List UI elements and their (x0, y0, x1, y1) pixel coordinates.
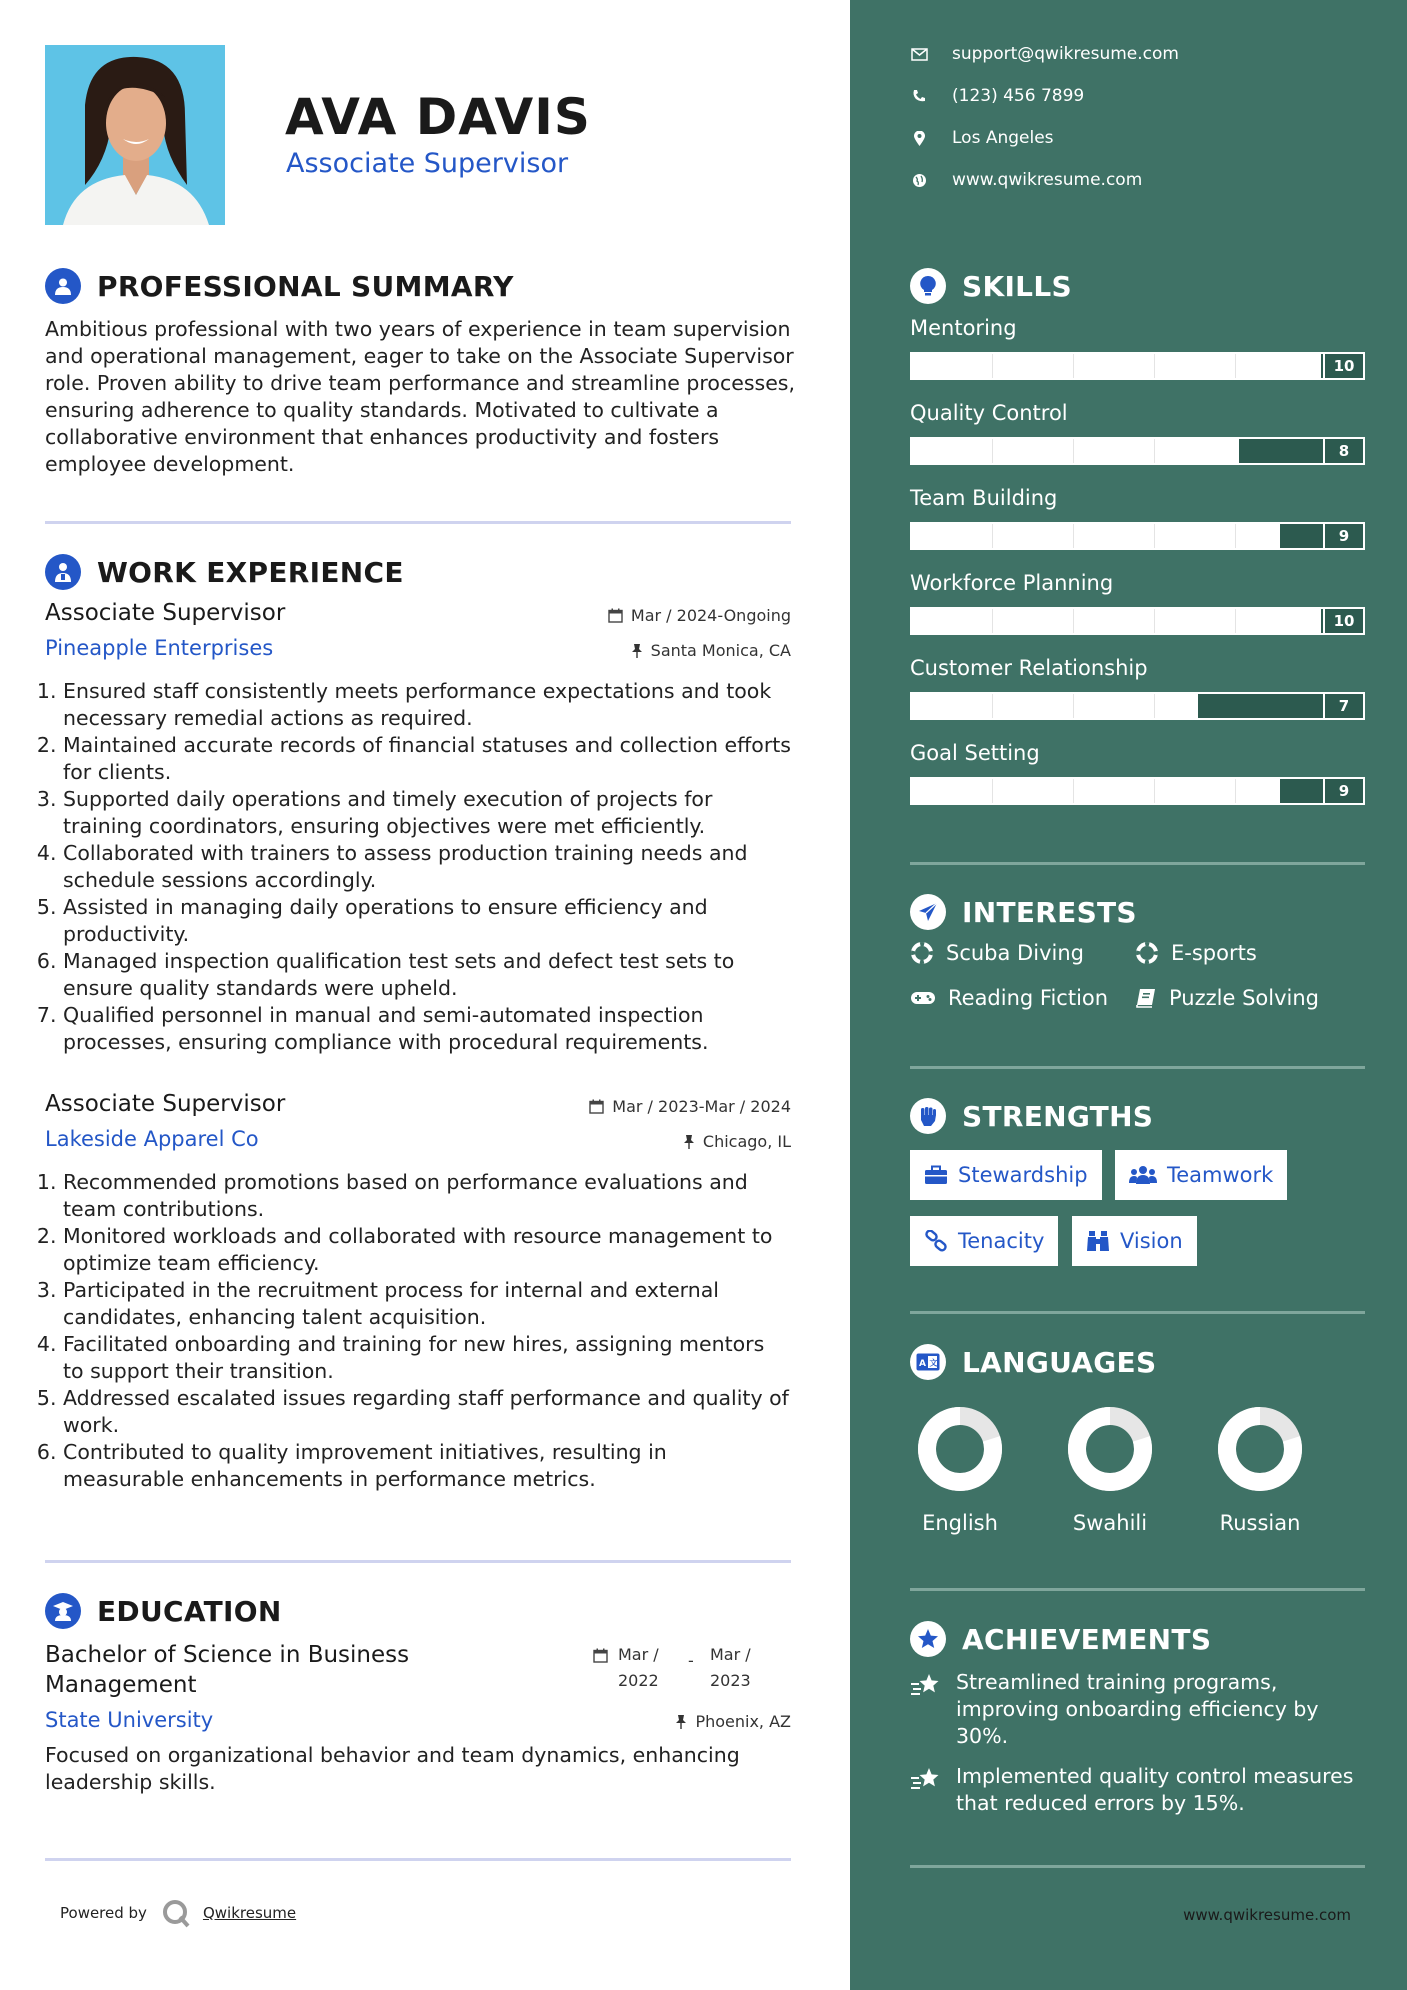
skill-bar (910, 352, 1365, 380)
skill-score: 7 (1323, 694, 1363, 718)
languages-heading: A 文 LANGUAGES (910, 1344, 1156, 1380)
manager-icon (45, 554, 81, 590)
list-item: 5. Assisted in managing daily operations to ensure efficiency and productivity. (63, 894, 791, 948)
phone-icon (910, 89, 928, 103)
summary-heading: PROFESSIONAL SUMMARY (45, 268, 514, 304)
contact-phone[interactable]: (123) 456 7899 (910, 86, 1084, 106)
graduate-icon (45, 1593, 81, 1629)
calendar-icon (589, 1099, 604, 1114)
achievement-item: Streamlined training programs, improving onboarding efficiency by 30%. (910, 1669, 1365, 1750)
candidate-name: AVA DAVIS (285, 88, 591, 146)
list-item: 6. Contributed to quality improvement initiatives, resulting in measurable enhancements in performance metrics. (63, 1439, 791, 1493)
list-item: 3. Participated in the recruitment process for internal and external candidates, enhancing talent acquisition. (63, 1277, 791, 1331)
fist-icon (910, 1098, 946, 1134)
skill-bar (910, 437, 1365, 465)
skill-name: Team Building (910, 486, 1058, 510)
strength-badge: Tenacity (910, 1216, 1058, 1266)
skill-item (910, 656, 1365, 720)
skill-fill (912, 524, 1280, 548)
qwikresume-logo-icon (161, 1898, 191, 1928)
list-item: 1. Ensured staff consistently meets performance expectations and took necessary remedial actions as required. (63, 678, 791, 732)
skill-item (910, 316, 1365, 380)
language-level-ring (1216, 1405, 1304, 1493)
footer-powered-by: Powered by Qwikresume (60, 1898, 296, 1928)
calendar-icon (608, 608, 623, 623)
education-entry (45, 1640, 791, 1796)
education-dates: Mar / 2022 - Mar / 2023 (593, 1642, 780, 1694)
job-location: Chicago, IL (683, 1132, 791, 1151)
skill-item (910, 571, 1365, 635)
job-company: Lakeside Apparel Co (45, 1127, 259, 1151)
section-divider (45, 1858, 791, 1861)
svg-text:文: 文 (929, 1358, 938, 1368)
strengths-heading: STRENGTHS (910, 1098, 1153, 1134)
shooting-star-icon (910, 1767, 946, 1817)
section-divider (45, 1560, 791, 1563)
strength-badge: Teamwork (1115, 1150, 1287, 1200)
skills-heading: SKILLS (910, 268, 1072, 304)
skill-score: 9 (1323, 779, 1363, 803)
skill-bar (910, 692, 1365, 720)
paper-plane-icon (910, 894, 946, 930)
education-heading: EDUCATION (45, 1593, 282, 1629)
education-description: Focused on organizational behavior and team dynamics, enhancing leadership skills. (45, 1743, 740, 1794)
education-location: Phoenix, AZ (675, 1712, 791, 1731)
list-item: 6. Managed inspection qualification test sets and defect test sets to ensure quality standards were upheld. (63, 948, 791, 1002)
lifebuoy-icon (1135, 941, 1159, 965)
skill-name: Quality Control (910, 401, 1068, 425)
qwikresume-link[interactable]: Qwikresume (202, 1904, 297, 1922)
school-name: State University (45, 1708, 214, 1732)
skill-name: Mentoring (910, 316, 1017, 340)
degree-name: Bachelor of Science in Business Management (45, 1642, 410, 1698)
job-date: Mar / 2024-Ongoing (608, 606, 791, 625)
skill-fill (912, 354, 1321, 378)
shooting-star-icon (910, 1673, 946, 1750)
interest-item: Scuba Diving (910, 941, 1084, 965)
pin-icon (631, 643, 643, 658)
job-location: Santa Monica, CA (631, 641, 791, 660)
envelope-icon (910, 48, 928, 61)
skill-name: Customer Relationship (910, 656, 1148, 680)
pin-icon (675, 1714, 687, 1729)
section-divider (910, 862, 1365, 865)
achievements-heading: ACHIEVEMENTS (910, 1621, 1211, 1657)
job-role: Associate Supervisor (45, 1091, 286, 1117)
section-divider (910, 1066, 1365, 1069)
job-duties (45, 1169, 791, 1493)
language-name: Russian (1219, 1511, 1301, 1535)
language-level-ring (1066, 1405, 1154, 1493)
skill-score: 9 (1323, 524, 1363, 548)
job-duties (45, 678, 791, 1056)
book-icon (1135, 987, 1157, 1009)
interests-heading: INTERESTS (910, 894, 1137, 930)
language-name: Swahili (1072, 1511, 1148, 1535)
translate-icon (910, 1344, 946, 1380)
skill-fill (912, 779, 1280, 803)
svg-text:A: A (919, 1359, 926, 1369)
interest-item: E-sports (1135, 941, 1257, 965)
skill-name: Goal Setting (910, 741, 1040, 765)
sidebar (850, 0, 1407, 1990)
language-item (1200, 1405, 1320, 1535)
skill-fill (912, 694, 1198, 718)
section-divider (45, 521, 791, 524)
skill-item (910, 741, 1365, 805)
job-entry (45, 1091, 791, 1493)
list-item: 3. Supported daily operations and timely execution of projects for training coordinators, ensuring objectives were met efficiently. (63, 786, 791, 840)
calendar-icon (593, 1648, 608, 1694)
users-icon (1129, 1165, 1157, 1185)
job-role: Associate Supervisor (45, 600, 286, 626)
language-level-ring (916, 1405, 1004, 1493)
section-divider (910, 1311, 1365, 1314)
map-marker-icon (910, 131, 928, 146)
footer-website[interactable]: www.qwikresume.com (1183, 1906, 1351, 1924)
skill-item (910, 401, 1365, 465)
achievement-item: Implemented quality control measures that reduced errors by 15%. (910, 1763, 1365, 1817)
skill-score: 8 (1323, 439, 1363, 463)
list-item: 1. Recommended promotions based on performance evaluations and team contributions. (63, 1169, 791, 1223)
strength-badge: Vision (1072, 1216, 1197, 1266)
list-item: 2. Monitored workloads and collaborated with resource management to optimize team efficiency. (63, 1223, 791, 1277)
gamepad-icon (910, 989, 936, 1007)
briefcase-icon (924, 1165, 948, 1185)
user-icon (45, 268, 81, 304)
contact-location: Los Angeles (910, 128, 1054, 148)
language-item (1050, 1405, 1170, 1535)
interest-item: Puzzle Solving (1135, 986, 1319, 1010)
summary-text: Ambitious professional with two years of experience in team supervision and operational management, eager to take on the Associate Supervisor role. Proven ability to drive team performance and streamline processes, ensuring adherence to quality standards. Motivated to cultivate a collaborative environment that enhances productivity and fosters employee development. (45, 317, 796, 476)
list-item: 4. Facilitated onboarding and training for new hires, assigning mentors to support their transition. (63, 1331, 791, 1385)
list-item: 2. Maintained accurate records of financial statuses and collection efforts for clients. (63, 732, 791, 786)
skill-score: 10 (1323, 354, 1363, 378)
contact-email[interactable]: support@qwikresume.com (910, 44, 1179, 64)
experience-heading: WORK EXPERIENCE (45, 554, 404, 590)
skill-bar (910, 777, 1365, 805)
job-company: Pineapple Enterprises (45, 636, 274, 660)
job-entry (45, 600, 791, 1056)
profile-photo (45, 45, 225, 225)
list-item: 5. Addressed escalated issues regarding staff performance and quality of work. (63, 1385, 791, 1439)
skill-item (910, 486, 1365, 550)
skill-fill (912, 439, 1239, 463)
skill-bar (910, 607, 1365, 635)
section-divider (910, 1865, 1365, 1868)
star-icon (910, 1621, 946, 1657)
language-item (900, 1405, 1020, 1535)
list-item: 4. Collaborated with trainers to assess production training needs and schedule sessions accordingly. (63, 840, 791, 894)
skill-fill (912, 609, 1321, 633)
contact-website[interactable]: www.qwikresume.com (910, 170, 1142, 190)
lifebuoy-icon (910, 941, 934, 965)
skill-score: 10 (1323, 609, 1363, 633)
list-item: 7. Qualified personnel in manual and semi-automated inspection processes, ensuring compliance with procedural requirements. (63, 1002, 791, 1056)
language-name: English (922, 1511, 998, 1535)
pin-icon (683, 1134, 695, 1149)
binoculars-icon (1086, 1230, 1110, 1252)
candidate-title: Associate Supervisor (286, 148, 569, 179)
link-icon (924, 1230, 948, 1252)
lightbulb-icon (910, 268, 946, 304)
job-date: Mar / 2023-Mar / 2024 (589, 1097, 791, 1116)
skill-bar (910, 522, 1365, 550)
strength-badge: Stewardship (910, 1150, 1102, 1200)
globe-icon (910, 173, 928, 188)
interest-item: Reading Fiction (910, 986, 1108, 1010)
skill-name: Workforce Planning (910, 571, 1114, 595)
section-divider (910, 1588, 1365, 1591)
